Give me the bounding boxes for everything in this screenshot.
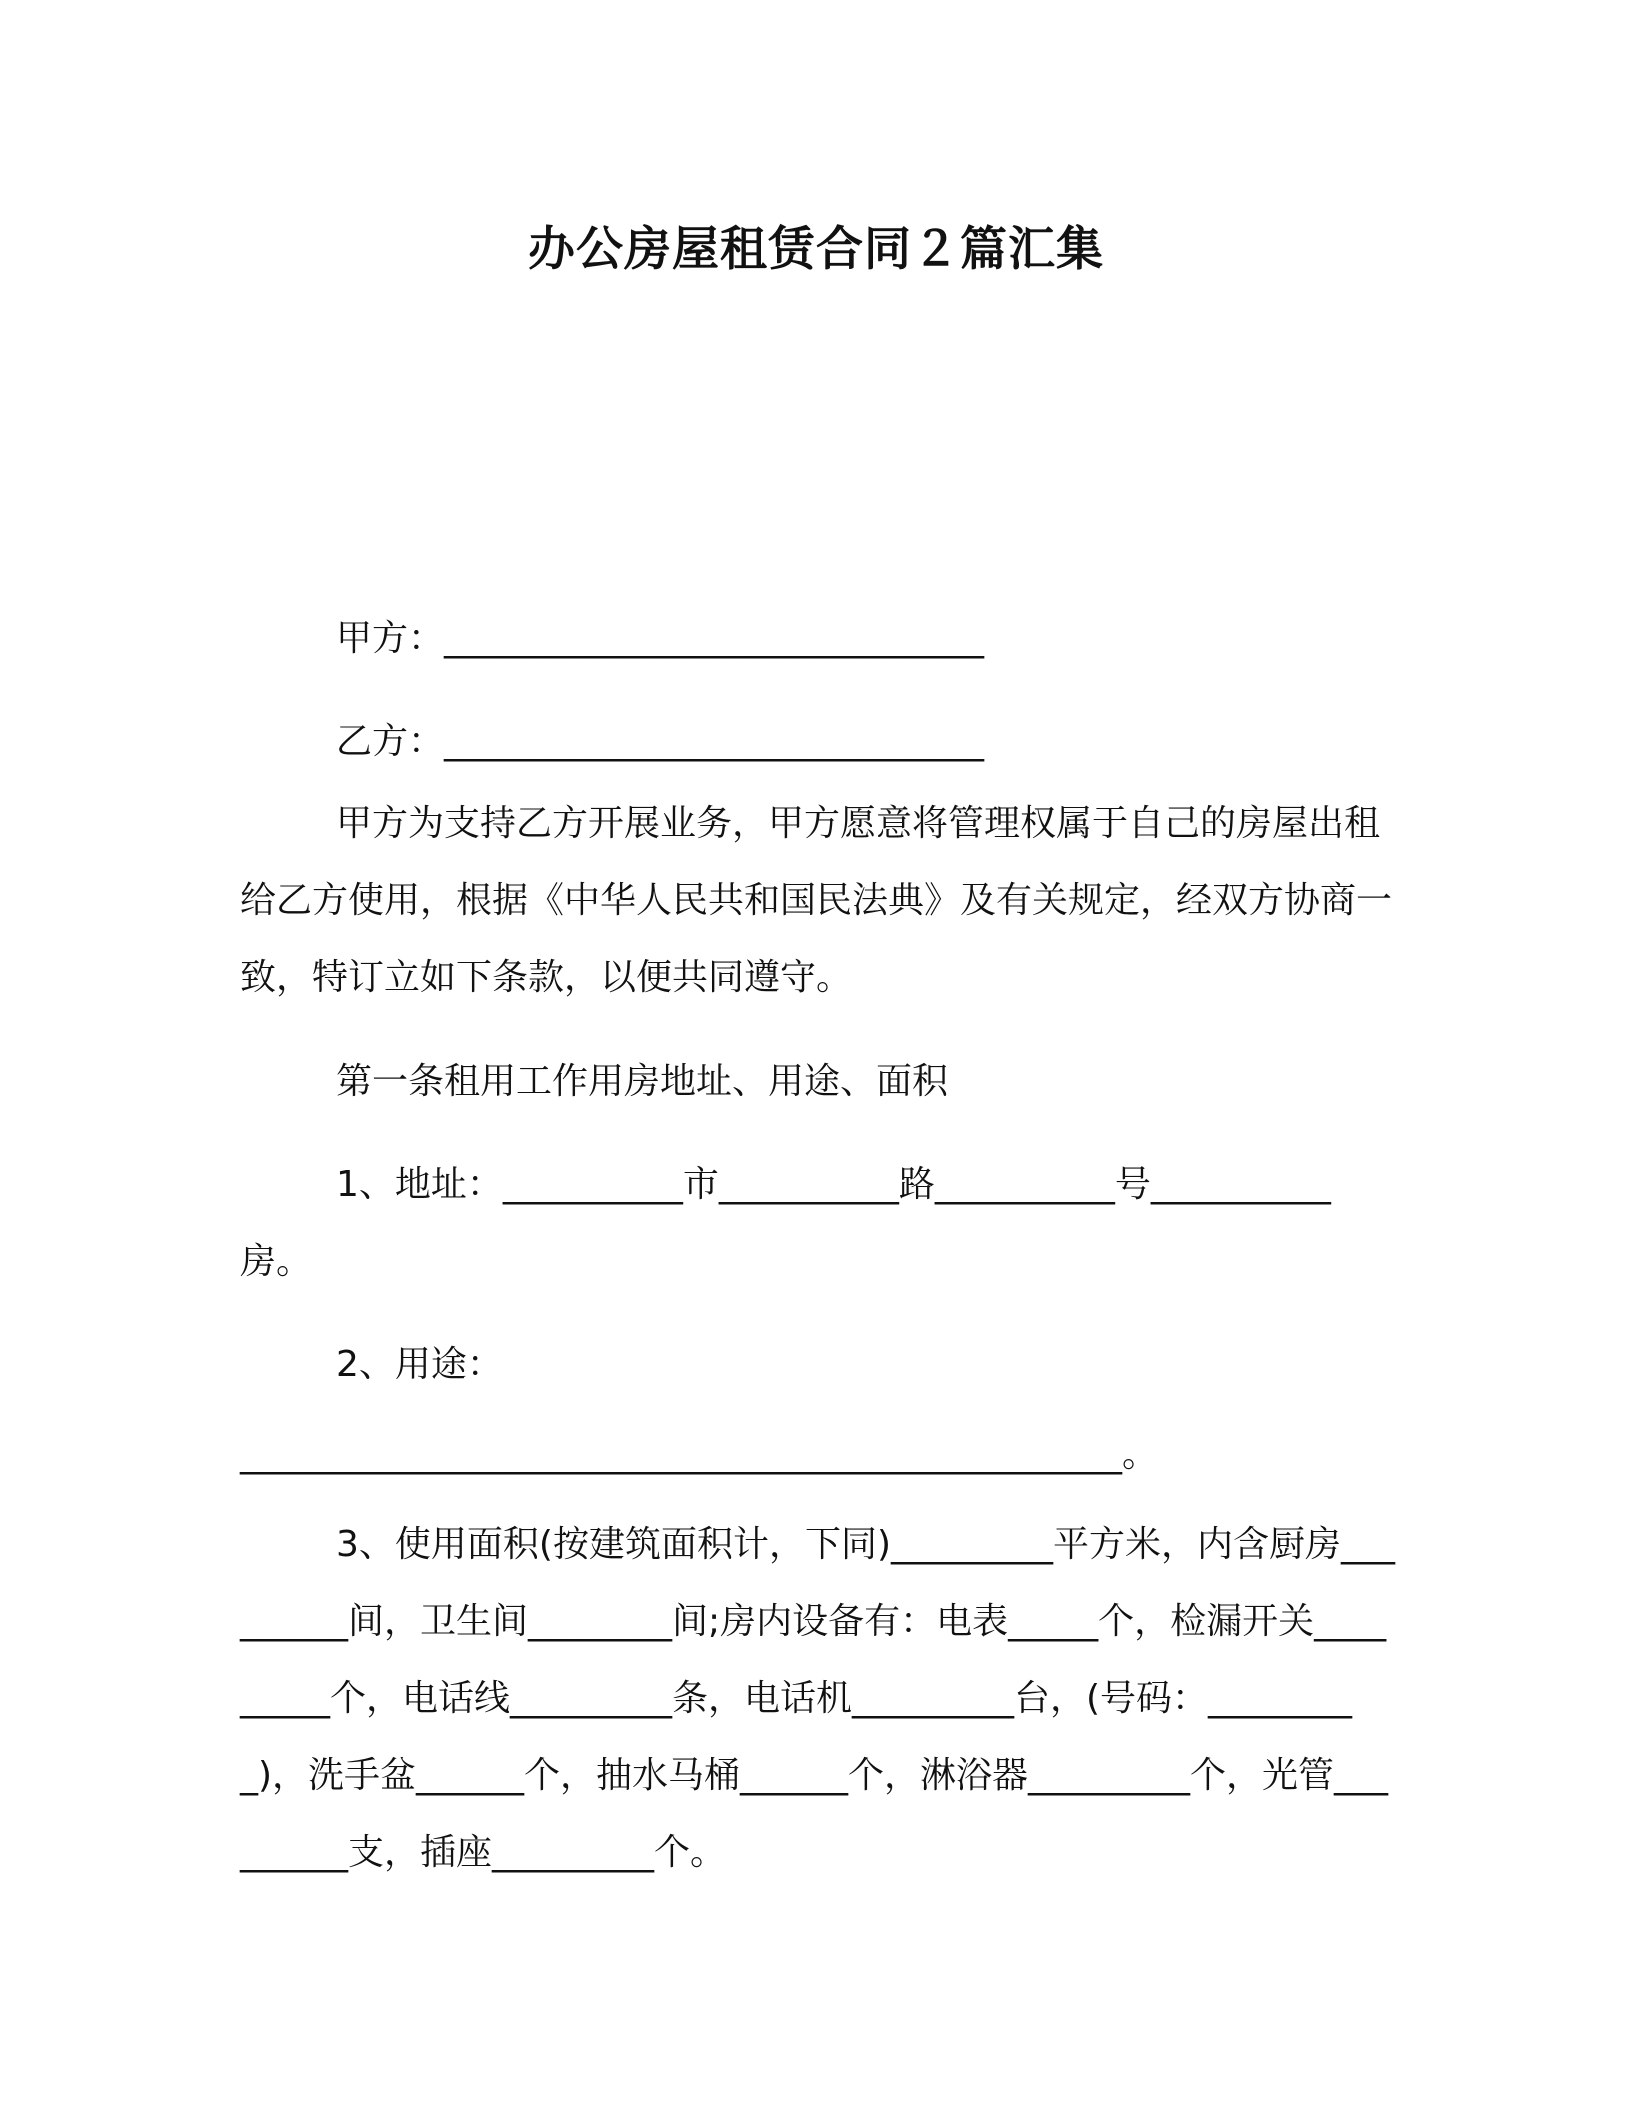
article-1-heading: 第一条租用工作用房地址、用途、面积 [336, 1061, 949, 1102]
document-title: 办公房屋租赁合同２篇汇集 [528, 222, 1104, 277]
item-3-area: 3、使用面积(按建筑面积计，下同)_________平方米，内含厨房_________间，卫生间________间;房内设备有：电表_____个，检漏开关_________个，电话线_________条，电话机_________台，(号码：_________)，洗手盆______个，抽水马桶______个，淋浴器_________个，光管_________支，插座_________个。 [240, 1524, 1395, 1873]
party-a-line: 甲方：______________________________ [336, 618, 985, 659]
item-2-use-label: 2、用途： [336, 1344, 503, 1385]
item-1-address: 1、地址：__________市__________路__________号__________房。 [240, 1164, 1331, 1282]
item-2-use-blank: _________________________________________________。 [240, 1434, 1158, 1475]
intro-paragraph: 甲方为支持乙方开展业务，甲方愿意将管理权属于自己的房屋出租给乙方使用，根据《中华人民共和国民法典》及有关规定，经双方协商一致，特订立如下条款，以便共同遵守。 [240, 803, 1393, 998]
party-b-line: 乙方：______________________________ [336, 721, 985, 762]
